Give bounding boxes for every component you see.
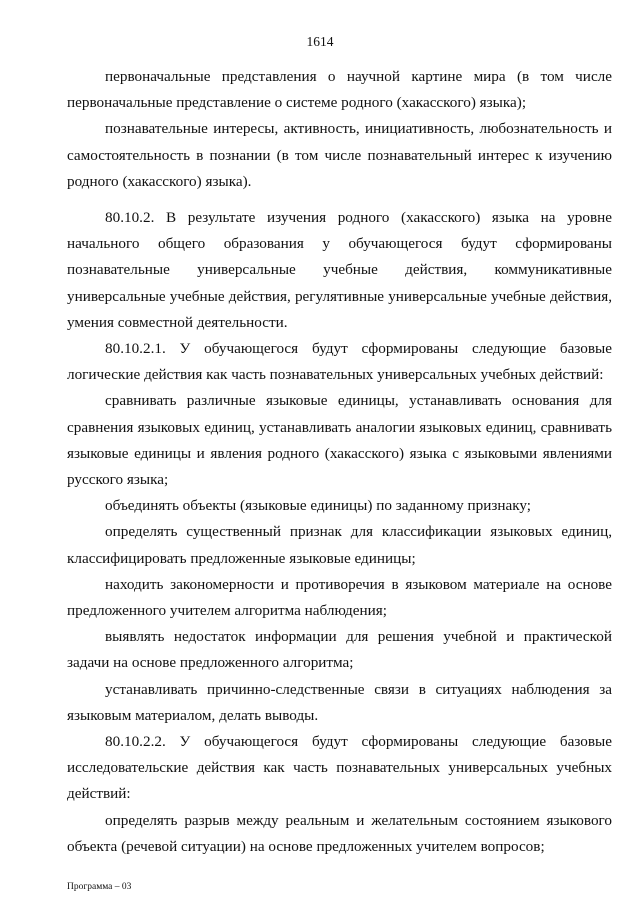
paragraph-5: сравнивать различные языковые единицы, устанавливать основания для сравнения языковых единиц, устанавливать аналогии языковых единиц, сравнивать языковые единицы и явления родного (хакасского) языка с языковыми явлениями русского языка;: [67, 392, 612, 489]
paragraph-2: познавательные интересы, активность, инициативность, любознательность и самостоятельность в познании (в том числе познавательный интерес к изучению родного (хакасского) языка).: [67, 120, 612, 190]
page-footer: Программа – 03: [67, 882, 132, 892]
paragraph-12: определять разрыв между реальным и желательным состоянием языкового объекта (речевой ситуации) на основе предложенных учителем вопросов;: [67, 811, 612, 855]
paragraph-8: находить закономерности и противоречия в языковом материале на основе предложенного учителем алгоритма наблюдения;: [67, 575, 612, 620]
paragraph-3: 80.10.2. В результате изучения родного (хакасского) языка на уровне начального общего образования у обучающегося будут сформированы познавательные универсальные учебные действия, коммуникативные универсальные учебные действия, регулятивные универсальные учебные действия, умения совместной деятельности.: [67, 209, 612, 331]
paragraph-1: первоначальные представления о научной картине мира (в том числе первоначальные представление о системе родного (хакасского) языка);: [67, 68, 612, 112]
paragraph-6: объединять объекты (языковые единицы) по заданному признаку;: [105, 497, 531, 515]
paragraph-9: выявлять недостаток информации для решения учебной и практической задачи на основе предложенного алгоритма;: [67, 628, 612, 672]
document-body: [67, 64, 612, 860]
paragraph-4: 80.10.2.1. У обучающегося будут сформированы следующие базовые логические действия как часть познавательных универсальных учебных действий:: [67, 340, 612, 384]
paragraph-7: определять существенный признак для классификации языковых единиц, классифицировать предложенные языковые единицы;: [67, 523, 612, 567]
paragraph-11: 80.10.2.2. У обучающегося будут сформированы следующие базовые исследовательские действия как часть познавательных универсальных учебных действий:: [67, 733, 612, 803]
page-number: 1614: [306, 34, 334, 49]
paragraph-10: устанавливать причинно-следственные связи в ситуациях наблюдения за языковым материалом, делать выводы.: [67, 680, 612, 724]
